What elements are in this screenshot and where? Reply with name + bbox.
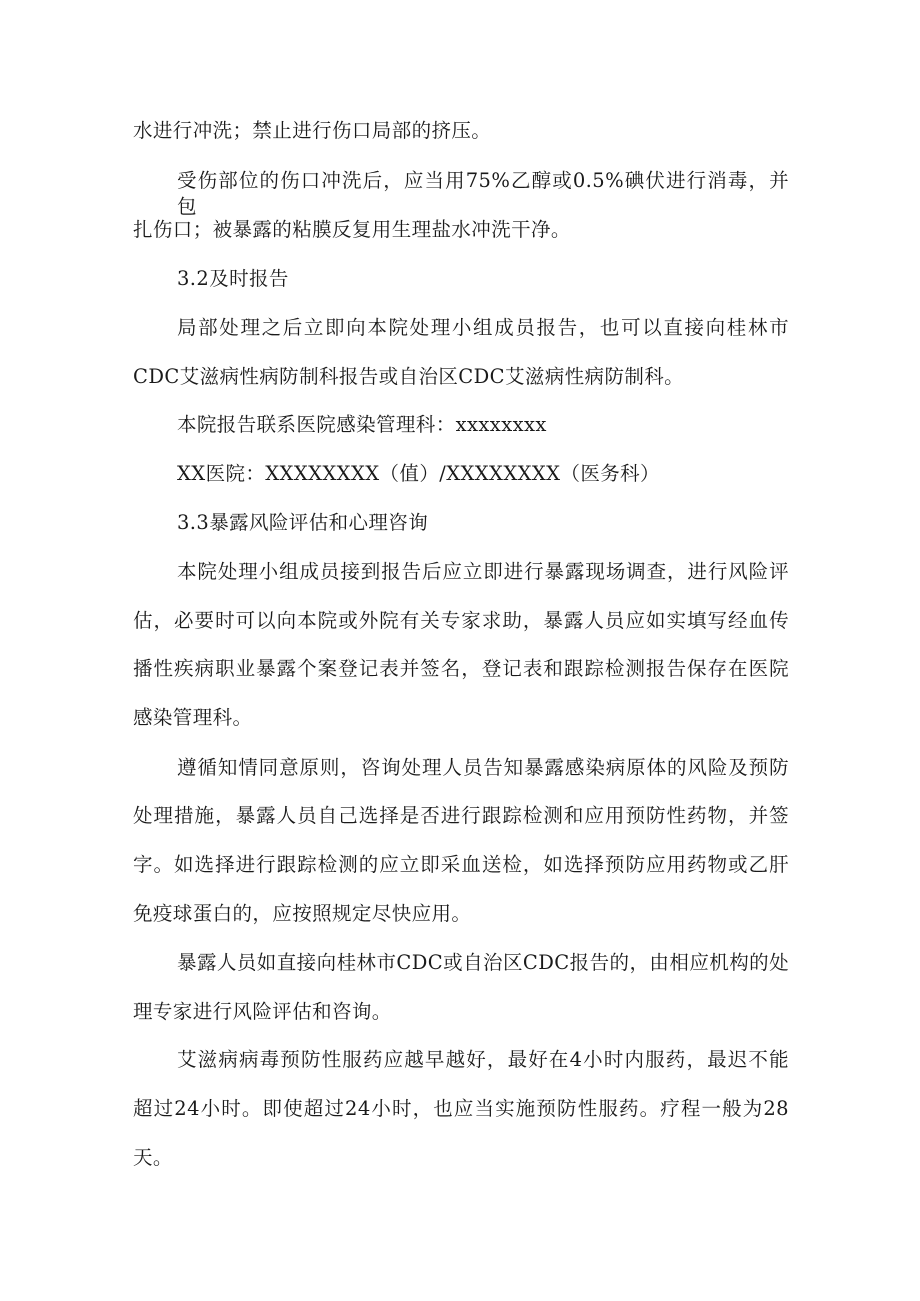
text-line: 扎伤口；被暴露的粘膜反复用生理盐水冲洗干净。 (133, 218, 571, 241)
text-line: 理专家进行风险评估和咨询。 (133, 1000, 392, 1023)
text-line: 受伤部位的伤口冲洗后，应当用75%乙醇或0.5%碘伏进行消毒，并包 (177, 169, 789, 218)
section-heading: 3.2及时报告 (177, 267, 289, 290)
text-line: 字。如选择进行跟踪检测的应立即采血送检，如选择预防应用药物或乙肝 (133, 853, 789, 876)
text-line: 艾滋病病毒预防性服药应越早越好，最好在4小时内服药，最迟不能 (177, 1048, 789, 1071)
text-line: 播性疾病职业暴露个案登记表并签名，登记表和跟踪检测报告保存在医院 (133, 657, 789, 680)
text-line: 暴露人员如直接向桂林市CDC或自治区CDC报告的，由相应机构的处 (177, 951, 789, 974)
contact-line: XX医院：XXXXXXXX（值）/XXXXXXXX（医务科） (177, 462, 660, 485)
contact-line: 本院报告联系医院感染管理科：xxxxxxxx (177, 413, 547, 436)
text-line: CDC艾滋病性病防制科报告或自治区CDC艾滋病性病防制科。 (133, 365, 685, 388)
text-line: 感染管理科。 (133, 706, 253, 729)
section-heading: 3.3暴露风险评估和心理咨询 (177, 511, 429, 534)
text-line: 处理措施，暴露人员自己选择是否进行跟踪检测和应用预防性药物，并签 (133, 804, 789, 827)
text-line: 估，必要时可以向本院或外院有关专家求助，暴露人员应如实填写经血传 (133, 609, 789, 632)
text-line: 局部处理之后立即向本院处理小组成员报告，也可以直接向桂林市 (177, 316, 789, 339)
text-line: 本院处理小组成员接到报告后应立即进行暴露现场调查，进行风险评 (177, 560, 789, 583)
text-line: 水进行冲洗；禁止进行伤口局部的挤压。 (133, 119, 492, 142)
text-line: 超过24小时。即使超过24小时，也应当实施预防性服药。疗程一般为28 (133, 1097, 789, 1120)
text-line: 遵循知情同意原则，咨询处理人员告知暴露感染病原体的风险及预防 (177, 756, 789, 779)
text-line: 天。 (133, 1146, 173, 1169)
text-line: 免疫球蛋白的，应按照规定尽快应用。 (133, 902, 472, 925)
